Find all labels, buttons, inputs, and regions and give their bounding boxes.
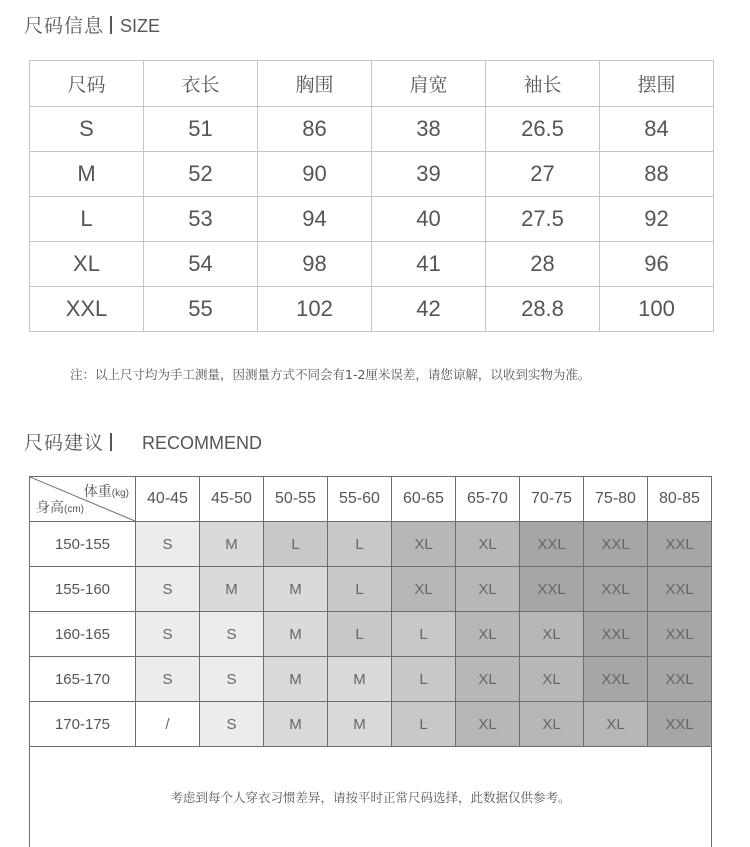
recommended-size-cell: M [264, 612, 328, 657]
measurement-cell: 98 [258, 242, 372, 287]
weight-range-header: 45-50 [200, 477, 264, 522]
size-row [30, 107, 714, 152]
measurement-cell: 55 [144, 287, 258, 332]
recommended-size-cell: M [264, 567, 328, 612]
column-header: 衣长 [144, 61, 258, 107]
size-row [30, 242, 714, 287]
height-row [30, 702, 712, 747]
recommended-size-cell: XXL [520, 522, 584, 567]
recommended-size-cell: XXL [648, 702, 712, 747]
measurement-cell: 88 [600, 152, 714, 197]
recommend-section-title [24, 428, 262, 455]
size-row [30, 287, 714, 332]
size-label-cell: XXL [30, 287, 144, 332]
recommended-size-cell: XL [456, 702, 520, 747]
size-label-cell: S [30, 107, 144, 152]
recommended-size-cell: L [392, 702, 456, 747]
height-row [30, 612, 712, 657]
measurement-cell: 53 [144, 197, 258, 242]
recommended-size-cell: XXL [648, 567, 712, 612]
column-header: 尺码 [30, 61, 144, 107]
recommended-size-cell: XXL [584, 522, 648, 567]
recommended-size-cell: S [200, 702, 264, 747]
recommended-size-cell: S [200, 612, 264, 657]
height-axis-label: 身高(cm) [36, 497, 84, 517]
size-title-zh: 尺码信息 [24, 15, 104, 37]
height-range-cell: 155-160 [30, 567, 136, 612]
weight-header-row [30, 477, 712, 522]
height-row [30, 657, 712, 702]
recommended-size-cell: L [392, 657, 456, 702]
recommended-size-cell: XXL [648, 522, 712, 567]
recommended-size-cell: XL [456, 522, 520, 567]
measurement-cell: 27 [486, 152, 600, 197]
size-label-cell: M [30, 152, 144, 197]
recommended-size-cell: XL [456, 612, 520, 657]
recommended-size-cell: XXL [520, 567, 584, 612]
column-header: 摆围 [600, 61, 714, 107]
measurement-cell: 40 [372, 197, 486, 242]
measurement-cell: 84 [600, 107, 714, 152]
recommend-title-en: RECOMMEND [142, 433, 262, 453]
recommended-size-cell: XL [456, 567, 520, 612]
size-row [30, 197, 714, 242]
measurement-cell: 51 [144, 107, 258, 152]
recommended-size-cell: XXL [648, 657, 712, 702]
weight-range-header: 80-85 [648, 477, 712, 522]
height-range-cell: 170-175 [30, 702, 136, 747]
measurement-cell: 92 [600, 197, 714, 242]
measurement-cell: 54 [144, 242, 258, 287]
title-divider [110, 16, 112, 34]
recommended-size-cell: L [328, 612, 392, 657]
size-section-title [24, 11, 160, 38]
recommended-size-cell: XXL [584, 612, 648, 657]
weight-axis-label: 体重(kg) [84, 481, 129, 501]
recommend-title-zh: 尺码建议 [24, 432, 104, 454]
recommended-size-cell: XL [392, 567, 456, 612]
recommended-size-cell: XXL [584, 567, 648, 612]
height-row [30, 522, 712, 567]
measurement-note: 注：以上尺寸均为手工测量，因测量方式不同会有1-2厘米误差，请您谅解，以收到实物为准。 [70, 365, 590, 383]
weight-range-header: 75-80 [584, 477, 648, 522]
measurement-cell: 28 [486, 242, 600, 287]
recommended-size-cell: XL [584, 702, 648, 747]
recommended-size-cell: L [392, 612, 456, 657]
recommended-size-cell: M [264, 657, 328, 702]
recommend-table [29, 476, 712, 847]
weight-range-header: 70-75 [520, 477, 584, 522]
column-header: 肩宽 [372, 61, 486, 107]
measurement-cell: 94 [258, 197, 372, 242]
height-range-cell: 160-165 [30, 612, 136, 657]
weight-range-header: 50-55 [264, 477, 328, 522]
measurement-cell: 102 [258, 287, 372, 332]
recommended-size-cell: / [136, 702, 200, 747]
weight-range-header: 65-70 [456, 477, 520, 522]
column-header: 袖长 [486, 61, 600, 107]
size-table [29, 60, 714, 332]
height-row [30, 567, 712, 612]
measurement-cell: 41 [372, 242, 486, 287]
recommended-size-cell: M [200, 567, 264, 612]
size-title-en: SIZE [120, 16, 160, 36]
size-header-row [30, 61, 714, 107]
recommended-size-cell: S [136, 657, 200, 702]
weight-range-header: 60-65 [392, 477, 456, 522]
column-header: 胸围 [258, 61, 372, 107]
recommended-size-cell: L [264, 522, 328, 567]
height-range-cell: 150-155 [30, 522, 136, 567]
footer-row [30, 747, 712, 847]
recommended-size-cell: XL [520, 657, 584, 702]
weight-range-header: 40-45 [136, 477, 200, 522]
recommended-size-cell: XL [456, 657, 520, 702]
weight-range-header: 55-60 [328, 477, 392, 522]
recommended-size-cell: M [328, 657, 392, 702]
recommended-size-cell: L [328, 567, 392, 612]
size-label-cell: XL [30, 242, 144, 287]
measurement-cell: 100 [600, 287, 714, 332]
recommended-size-cell: M [200, 522, 264, 567]
measurement-cell: 27.5 [486, 197, 600, 242]
reference-note: 考虑到每个人穿衣习惯差异，请按平时正常尺码选择，此数据仅供参考。 [30, 747, 712, 847]
measurement-cell: 28.8 [486, 287, 600, 332]
recommended-size-cell: M [264, 702, 328, 747]
recommended-size-cell: S [136, 522, 200, 567]
recommended-size-cell: S [136, 567, 200, 612]
measurement-cell: 39 [372, 152, 486, 197]
size-row [30, 152, 714, 197]
height-range-cell: 165-170 [30, 657, 136, 702]
recommended-size-cell: XL [520, 612, 584, 657]
recommended-size-cell: XL [392, 522, 456, 567]
title-divider [110, 433, 112, 451]
measurement-cell: 96 [600, 242, 714, 287]
recommended-size-cell: XL [520, 702, 584, 747]
corner-cell [30, 477, 136, 522]
recommended-size-cell: XXL [584, 657, 648, 702]
measurement-cell: 26.5 [486, 107, 600, 152]
measurement-cell: 90 [258, 152, 372, 197]
measurement-cell: 38 [372, 107, 486, 152]
size-label-cell: L [30, 197, 144, 242]
recommended-size-cell: XXL [648, 612, 712, 657]
measurement-cell: 52 [144, 152, 258, 197]
recommended-size-cell: L [328, 522, 392, 567]
measurement-cell: 86 [258, 107, 372, 152]
recommended-size-cell: S [136, 612, 200, 657]
recommended-size-cell: M [328, 702, 392, 747]
measurement-cell: 42 [372, 287, 486, 332]
recommended-size-cell: S [200, 657, 264, 702]
